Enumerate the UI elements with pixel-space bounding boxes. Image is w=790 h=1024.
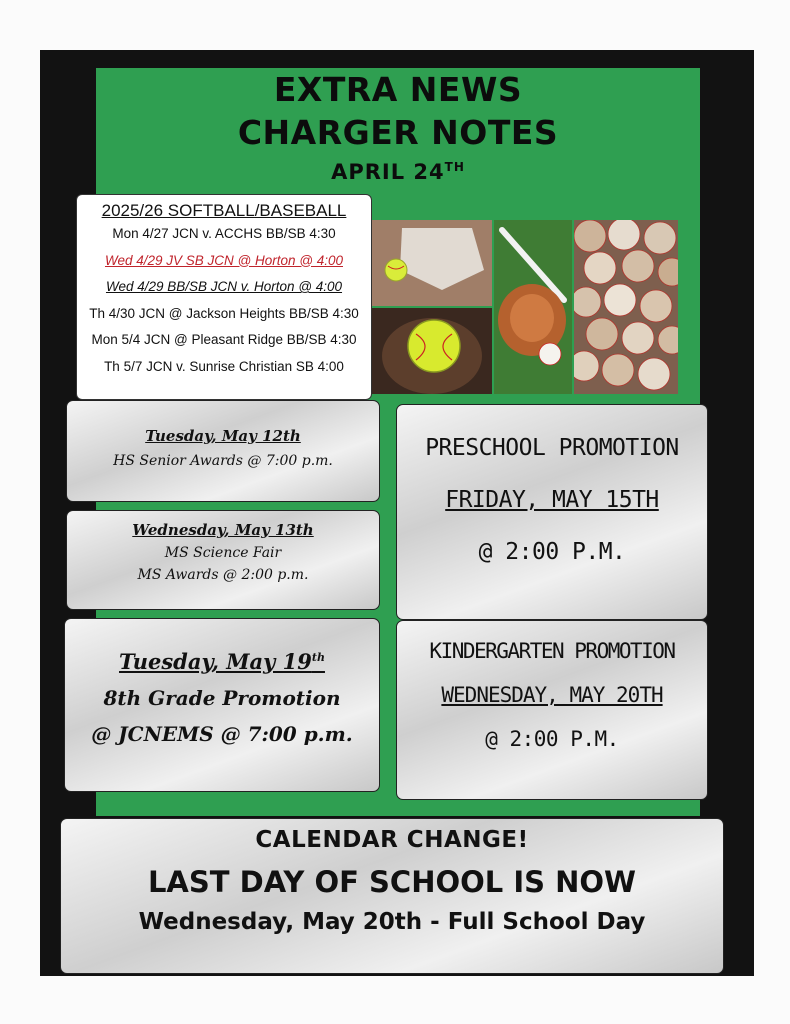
schedule-row: Wed 4/29 JV SB JCN @ Horton @ 4:00: [104, 252, 343, 268]
event-line: 8th Grade Promotion: [103, 686, 341, 710]
promotion-title: PRESCHOOL PROMOTION: [425, 435, 679, 461]
schedule-row: Th 4/30 JCN @ Jackson Heights BB/SB 4:30: [89, 305, 359, 321]
promotion-time: @ 2:00 P.M.: [478, 539, 626, 565]
kindergarten-promotion-card: [396, 620, 708, 800]
header-title: EXTRA NEWS: [273, 70, 523, 109]
calendar-notice: LAST DAY OF SCHOOL IS NOW: [147, 865, 637, 899]
glove-and-bat-photo: [494, 220, 572, 394]
schedule-box: [76, 194, 372, 400]
promotion-date: WEDNESDAY, MAY 20TH: [441, 683, 663, 707]
ms-science-fair-card: [66, 510, 380, 610]
event-date: Wednesday, May 13th: [132, 521, 314, 539]
schedule-row: Wed 4/29 BB/SB JCN v. Horton @ 4:00: [105, 279, 343, 294]
event-date: Tuesday, May 12th: [145, 427, 301, 445]
calendar-detail: Wednesday, May 20th - Full School Day: [138, 909, 646, 935]
sports-photo-collage: [372, 220, 678, 394]
softball-in-glove-photo: [372, 308, 492, 394]
promotion-time: @ 2:00 P.M.: [485, 727, 619, 751]
event-line: MS Science Fair: [164, 545, 282, 561]
8th-grade-promotion-card: [64, 618, 380, 792]
schedule-title: 2025/26 SOFTBALL/BASEBALL: [101, 201, 347, 220]
schedule-row: Mon 4/27 JCN v. ACCHS BB/SB 4:30: [112, 226, 336, 241]
event-line: HS Senior Awards @ 7:00 p.m.: [113, 453, 333, 469]
calendar-heading: CALENDAR CHANGE!: [255, 827, 529, 853]
event-line: MS Awards @ 2:00 p.m.: [137, 567, 309, 583]
calendar-change-card: [60, 818, 724, 974]
senior-awards-card: [66, 400, 380, 502]
preschool-promotion-card: [396, 404, 708, 620]
header-date: APRIL 24TH: [331, 160, 465, 184]
promotion-title: KINDERGARTEN PROMOTION: [429, 639, 675, 663]
home-plate-softball-photo: [372, 220, 492, 306]
event-line: @ JCNEMS @ 7:00 p.m.: [91, 722, 353, 746]
schedule-row: Mon 5/4 JCN @ Pleasant Ridge BB/SB 4:30: [91, 332, 357, 347]
pile-of-baseballs-photo: [574, 220, 678, 394]
event-date: Tuesday, May 19th: [119, 649, 325, 674]
promotion-date: FRIDAY, MAY 15TH: [445, 487, 659, 513]
schedule-row: Th 5/7 JCN v. Sunrise Christian SB 4:00: [104, 358, 344, 374]
header-subtitle: CHARGER NOTES: [237, 113, 559, 152]
